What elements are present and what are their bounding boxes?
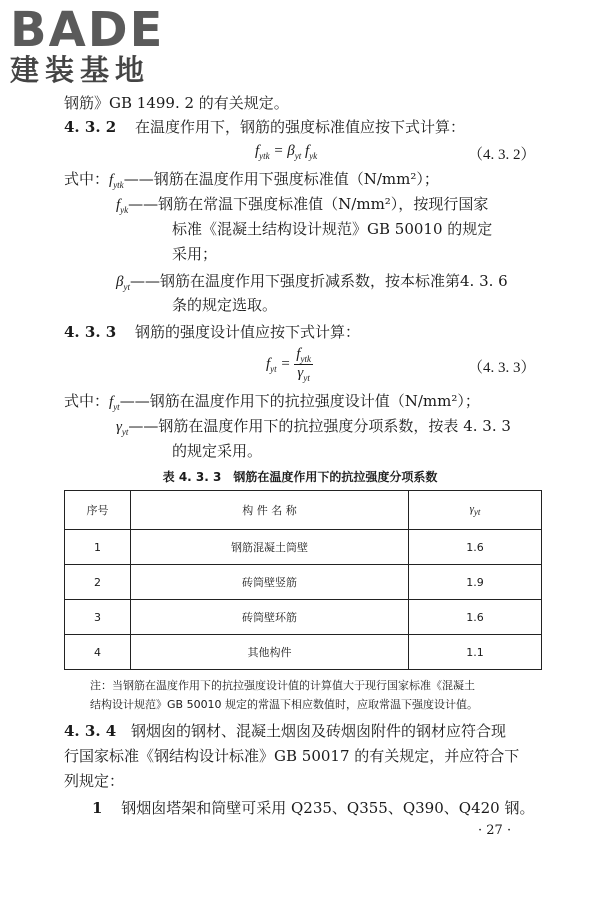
where-label: 式中： (64, 170, 110, 188)
section-number: 4. 3. 3 (64, 323, 117, 341)
table-row (65, 600, 542, 635)
formula-4-3-3: $f_{yt}$ = $\frac{f_{ytk}}{\gamma_{yt}}$ (266, 346, 311, 383)
definition-f-yk (116, 193, 488, 221)
table-note-continuation: 结构设计规范》GB 50010 规定的常温下相应数值时，应取常温下强度设计值。 (90, 698, 479, 711)
fraction: $\frac{f_{ytk}}{\gamma_{yt}}$ (296, 346, 311, 383)
section-4-3-3 (64, 321, 360, 343)
definition-continuation: 标准《混凝土结构设计规范》GB 50010 的规定 (172, 220, 493, 238)
brand-subtitle: 建装基地 (10, 53, 151, 87)
item-number: 1 (92, 799, 103, 817)
section-continuation: 列规定： (64, 772, 125, 790)
table-caption: 表 4. 3. 3 钢筋在温度作用下的抗拉强度分项系数 (162, 470, 438, 484)
row-index: 1 (65, 530, 131, 565)
row-name: 其他构件 (131, 635, 409, 670)
row-value: 1.6 (409, 530, 542, 565)
definition-f-yt (64, 390, 480, 418)
definition-text: ——钢筋在温度作用下的抗拉强度设计值（N/mm²）； (119, 392, 480, 410)
row-name: 钢筋混凝土筒壁 (131, 530, 409, 565)
section-4-3-2 (64, 116, 465, 138)
definition-continuation: 的规定采用。 (172, 442, 263, 460)
symbol-f-yt: $f_{yt}$ (109, 394, 120, 412)
row-value: 1.1 (409, 635, 542, 670)
equation-number: （4. 3. 3） (468, 360, 536, 376)
table-row (65, 565, 542, 600)
row-index: 2 (65, 565, 131, 600)
section-number: 4. 3. 4 (64, 722, 117, 740)
header-index: 序号 (65, 491, 131, 530)
section-text: 钢筋的强度设计值应按下式计算： (134, 323, 360, 341)
section-continuation: 行国家标准《钢结构设计标准》GB 50017 的有关规定，并应符合下 (64, 747, 520, 765)
row-index: 4 (65, 635, 131, 670)
section-number: 4. 3. 2 (64, 118, 117, 136)
row-name: 砖筒壁竖筋 (131, 565, 409, 600)
previous-line: 钢筋》GB 1499. 2 的有关规定。 (64, 94, 289, 112)
table-row (65, 635, 542, 670)
table-note: 注：当钢筋在温度作用下的抗拉强度设计值的计算值大于现行国家标准《混凝土 (90, 679, 475, 692)
symbol-f-ytk: $f_{ytk}$ (109, 172, 124, 190)
definition-continuation: 采用； (172, 245, 218, 263)
definition-gamma-yt (116, 415, 511, 443)
definition-text: ——钢筋在温度作用下的抗拉强度分项系数，按表 4. 3. 3 (128, 417, 511, 435)
where-label: 式中： (64, 392, 110, 410)
item-text: 钢烟囱塔架和筒壁可采用 Q235、Q355、Q390、Q420 钢。 (121, 799, 535, 817)
row-value: 1.6 (409, 600, 542, 635)
definition-text: ——钢筋在常温下强度标准值（N/mm²），按现行国家 (128, 195, 489, 213)
definition-text: ——钢筋在温度作用下强度标准值（N/mm²）； (123, 170, 439, 188)
symbol-gamma-yt: $\gamma_{yt}$ (116, 419, 129, 437)
definition-f-ytk (64, 168, 439, 196)
list-item-1 (92, 797, 534, 819)
table-header-row (65, 491, 542, 530)
definition-continuation: 条的规定选取。 (172, 296, 278, 314)
header-gamma: $\gamma_{yt}$ (409, 491, 542, 530)
definition-text: ——钢筋在温度作用下强度折减系数，按本标准第4. 3. 6 (129, 272, 508, 290)
table-row (65, 530, 542, 565)
coefficient-table (64, 490, 542, 670)
section-4-3-4 (64, 720, 506, 742)
section-text: 钢烟囱的钢材、混凝土烟囱及砖烟囱附件的钢材应符合现 (130, 722, 506, 740)
equation-number: （4. 3. 2） (468, 147, 536, 163)
formula-4-3-2: $f_{ytk} = \beta_{yt}$ $f_{yk}$ (255, 143, 318, 161)
row-value: 1.9 (409, 565, 542, 600)
symbol-f-yk: $f_{yk}$ (116, 197, 129, 215)
row-name: 砖筒壁环筋 (131, 600, 409, 635)
symbol-beta-yt: $\beta_{yt}$ (116, 274, 130, 292)
brand-logo: BADE (10, 2, 165, 58)
section-text: 在温度作用下，钢筋的强度标准值应按下式计算： (134, 118, 465, 136)
header-name: 构 件 名 称 (131, 491, 409, 530)
page-number: · 27 · (478, 823, 512, 838)
row-index: 3 (65, 600, 131, 635)
